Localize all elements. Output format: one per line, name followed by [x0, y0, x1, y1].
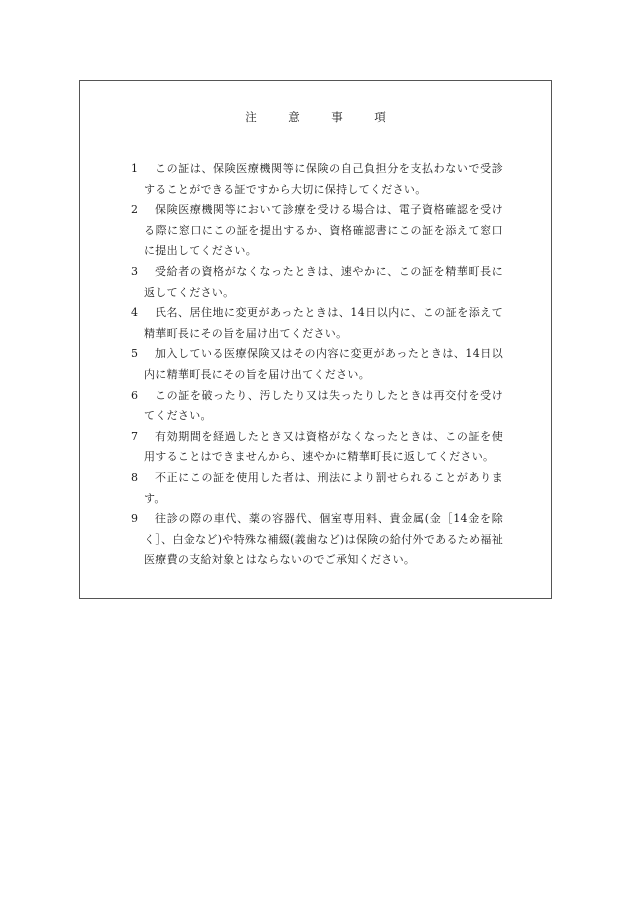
item-number: 5: [131, 347, 139, 361]
notice-box: [79, 80, 552, 599]
notice-item-7: [131, 427, 503, 468]
item-number: 8: [131, 470, 139, 484]
notice-item-4: [131, 303, 503, 344]
notice-item-8: [131, 468, 503, 509]
item-number: 3: [131, 264, 139, 278]
item-number: 7: [131, 429, 139, 443]
item-number: 6: [131, 388, 139, 402]
item-number: 4: [131, 306, 139, 320]
notice-title: 注 意 事 項: [245, 110, 396, 124]
notice-list: [131, 159, 503, 571]
item-text: 受給者の資格がなくなったときは、速やかに、この証を精華町長に返してください。: [144, 264, 503, 299]
item-text: 保険医療機関等において診療を受ける場合は、電子資格確認を受ける際に窓口にこの証を提出するか、資格確認書にこの証を添えて窓口に提出してください。: [144, 203, 503, 258]
item-number: 1: [131, 162, 139, 175]
item-text: この証を破ったり、汚したり又は失ったりしたときは再交付を受けてください。: [144, 388, 503, 423]
notice-item-6: [131, 386, 503, 427]
item-text: 有効期間を経過したとき又は資格がなくなったときは、この証を使用することはできませんから、速やかに精華町長に返してください。: [144, 429, 503, 464]
item-number: 9: [131, 512, 139, 526]
item-number: 2: [131, 203, 139, 217]
notice-item-5: [131, 344, 503, 385]
notice-item-9: [131, 509, 503, 571]
item-text: 加入している医療保険又はその内容に変更があったときは、14日以内に精華町長にその旨を届け出てください。: [144, 347, 503, 381]
notice-item-1: [131, 159, 503, 200]
item-text: 不正にこの証を使用した者は、刑法により罰せられることがあります。: [144, 470, 503, 505]
notice-item-3: [131, 262, 503, 303]
item-text: この証は、保険医療機関等に保険の自己負担分を支払わないで受診することができる証ですから大切に保持してください。: [144, 162, 503, 196]
item-text: 往診の際の車代、薬の容器代、個室専用料、貴金属(金［14金を除く］、白金など)や特殊な補綴(義歯など)は保険の給付外であるため福祉医療費の支給対象とはならないのでご承知ください。: [144, 512, 503, 567]
notice-item-2: [131, 200, 503, 262]
item-text: 氏名、居住地に変更があったときは、14日以内に、この証を添えて精華町長にその旨を届け出てください。: [144, 306, 503, 340]
